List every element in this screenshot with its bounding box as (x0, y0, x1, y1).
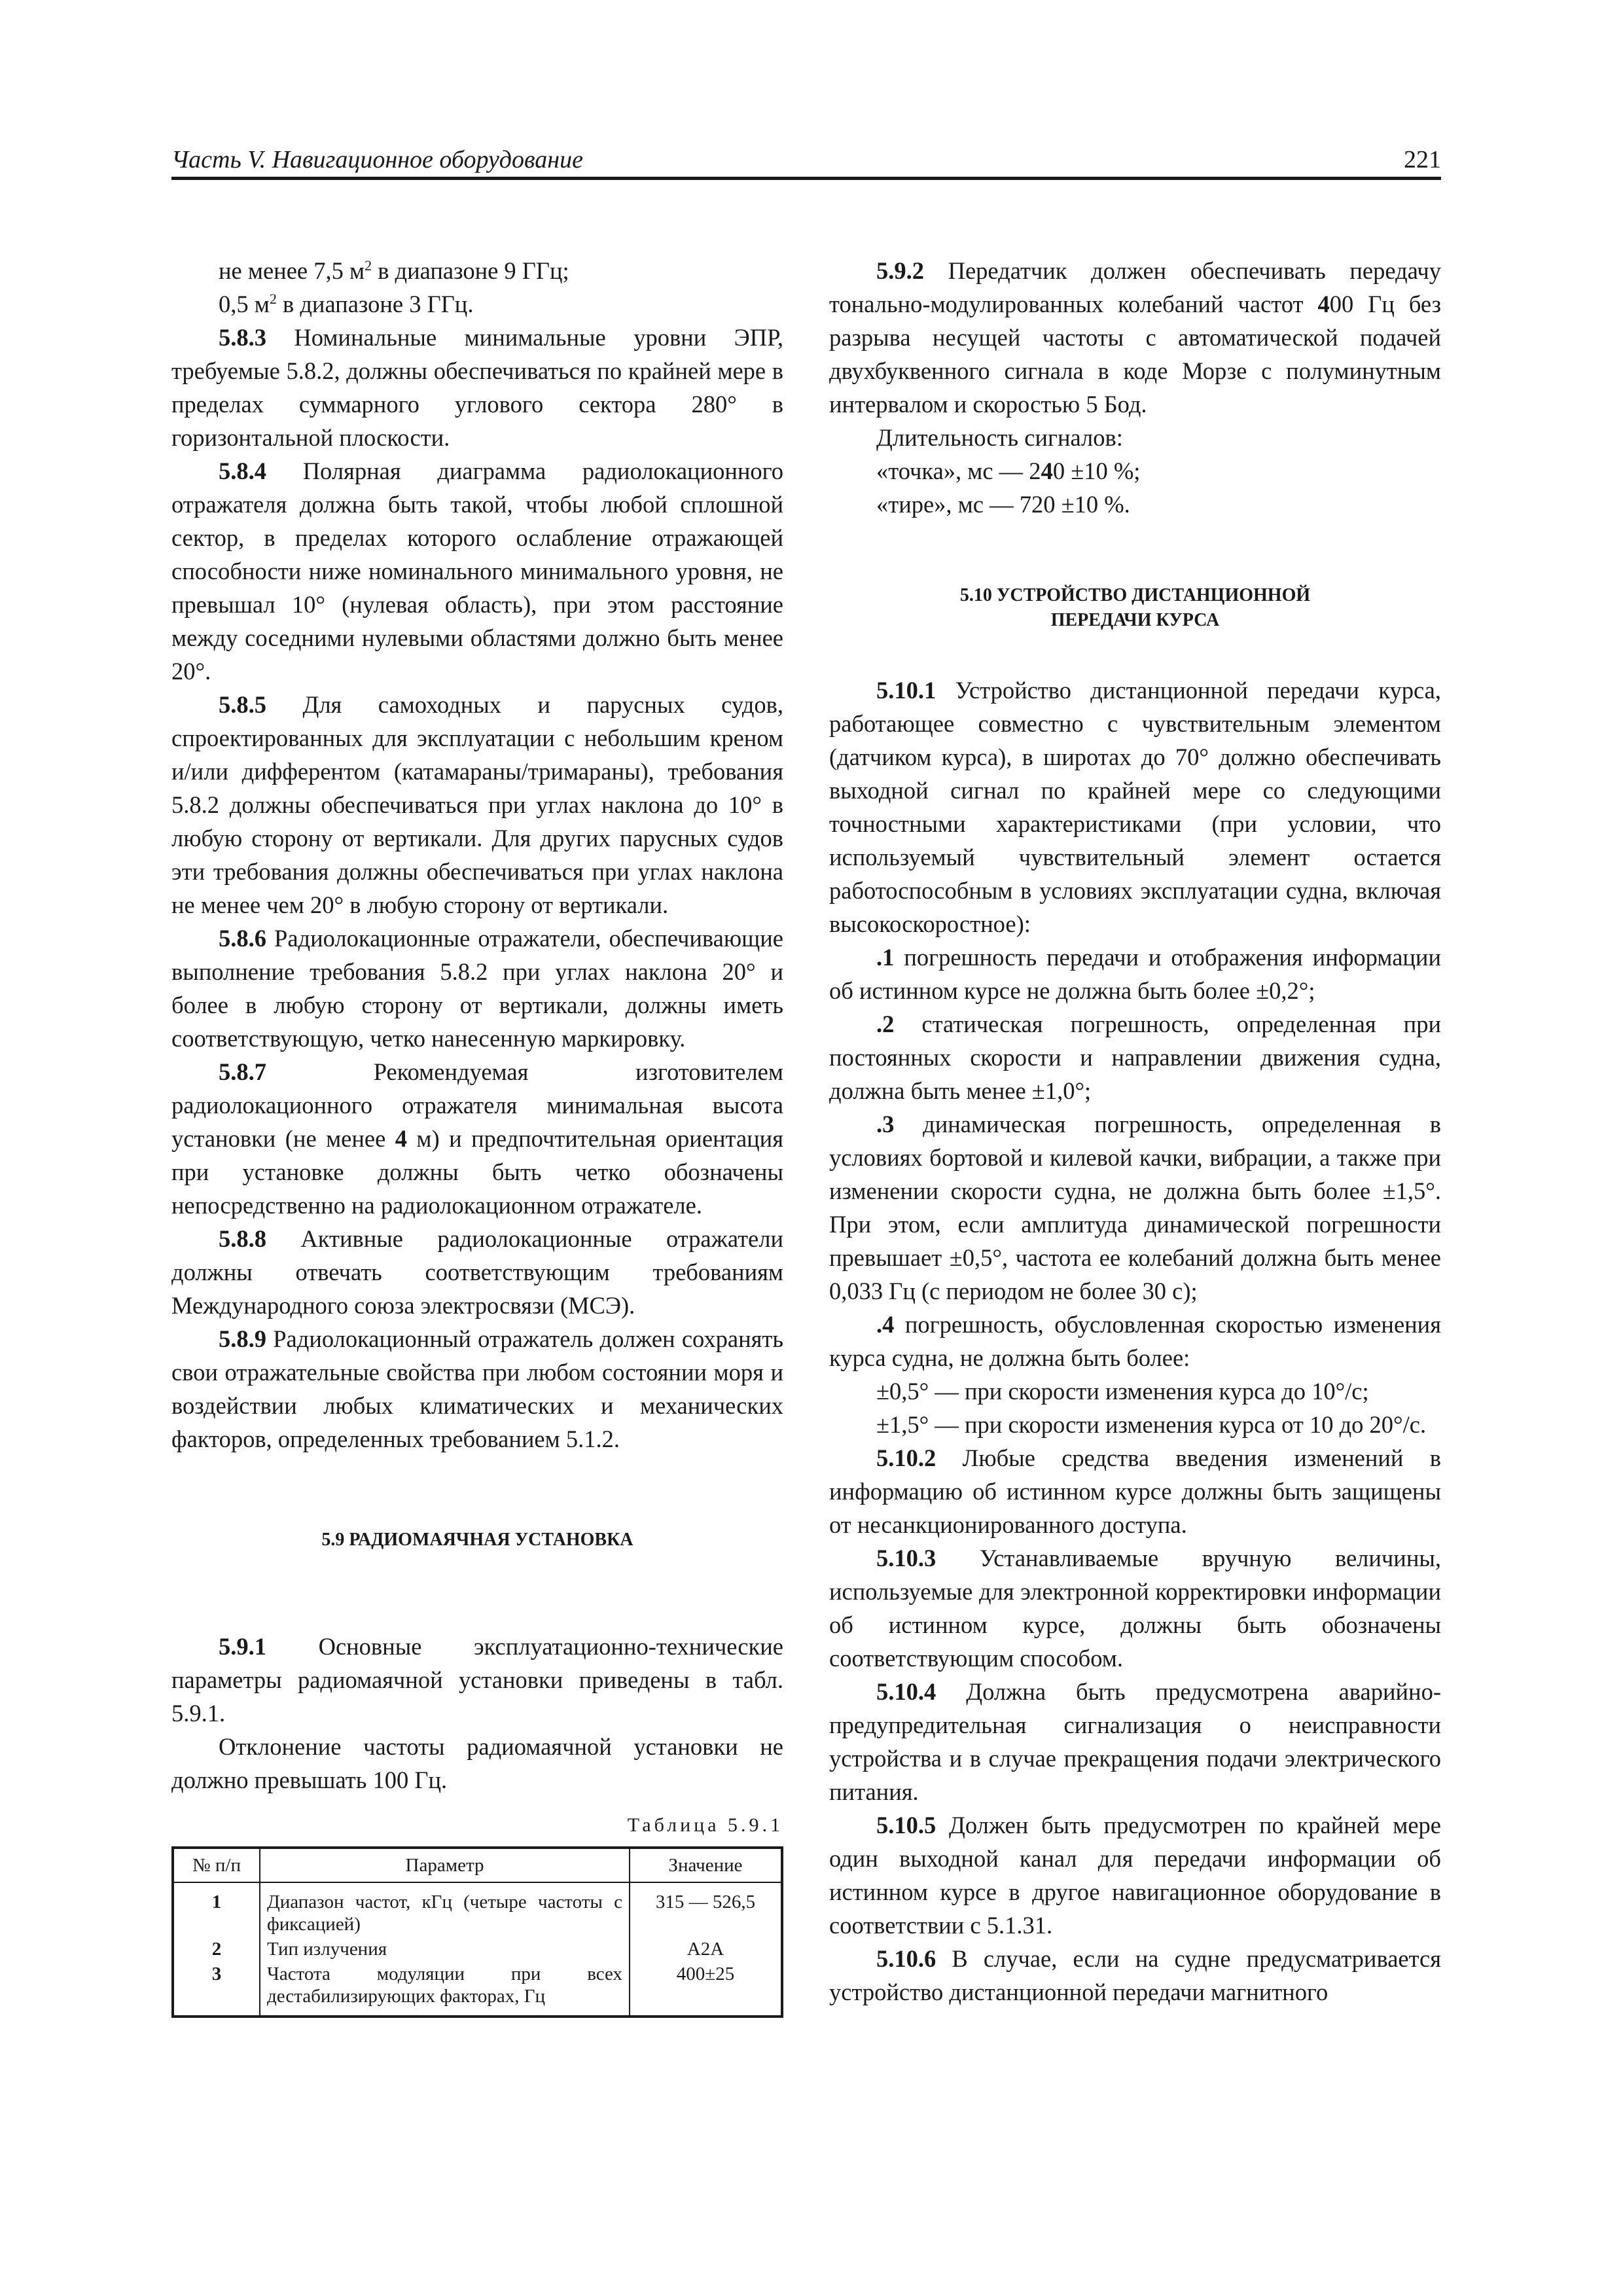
paragraph-5-8-8: 5.8.8 Активные радиолокационные отражатели должны отвечать соответствующим требованиям Международного союза электросвязи (МСЭ). (171, 1225, 783, 1319)
table-header-row (173, 1848, 782, 1882)
table-cell-param: Тип излучения (260, 1937, 630, 1962)
header-title: Часть V. Навигационное оборудование (171, 146, 583, 173)
paragraph-5-10-1: 5.10.1 Устройство дистанционной передачи курса, работающее совместно с чувствительным элементом (датчиком курса), в широтах до 70° должно обеспечивать выходной сигнал по крайней мере со следующими точностными характеристиками (при условии, что используемый чувствительный элемент остается работоспособным в условиях эксплуатации судна, включая высокоскоростное): (829, 677, 1441, 937)
signal-duration-dot: «точка», мс — 240 ±10 %; (876, 457, 1141, 484)
table-cell-param: Частота модуляции при всех дестабилизирующих факторах, Гц (260, 1962, 630, 2017)
list-item-1: .1 погрешность передачи и отображения информации об истинном курсе не должна быть более ±0,2°; (829, 944, 1441, 1004)
table-row (173, 1962, 782, 2017)
paragraph-5-8-2-cont-a: не менее 7,5 $м^2$ в диапазоне 9 ГГц; (219, 257, 569, 284)
paragraph-5-10-2: 5.10.2 Любые средства введения изменений в информацию об истинном курсе должны быть защищены от несанкционированного доступа. (829, 1444, 1441, 1538)
table-cell-num: 1 (173, 1882, 260, 1937)
paragraph-5-8-3: 5.8.3 Номинальные минимальные уровни ЭПР, требуемые 5.8.2, должны обеспечиваться по крайней мере в пределах суммарного углового сектора 280° в горизонтальной плоскости. (171, 324, 783, 451)
paragraph-5-8-6: 5.8.6 Радиолокационные отражатели, обеспечивающие выполнение требования 5.8.2 при углах наклона 20° и более в любую сторону от вертикали, должны иметь соответствующую, четко нанесенную маркировку. (171, 925, 783, 1052)
list-item-4: .4 погрешность, обусловленная скоростью изменения курса судна, не должна быть более: (829, 1311, 1441, 1371)
list-item-4-b: ±1,5° — при скорости изменения курса от 10 до 20°/с. (876, 1411, 1427, 1438)
section-heading-5-10-line2: ПЕРЕДАЧИ КУРСА (1050, 610, 1220, 630)
table-row (173, 1937, 782, 1962)
paragraph-5-9-1: 5.9.1 Основные эксплуатационно-технические параметры радиомаячной установки приведены в табл. 5.9.1. (171, 1633, 783, 1727)
table-header-num: № п/п (173, 1848, 260, 1882)
paragraph-5-8-5: 5.8.5 Для самоходных и парусных судов, спроектированных для эксплуатации с небольшим креном и/или дифферентом (катамараны/тримараны), требования 5.8.2 должны обеспечиваться при углах наклона до 10° в любую сторону от вертикали. Для других парусных судов эти требования должны обеспечиваться при углах наклона не менее чем 20° в любую сторону от вертикали. (171, 691, 783, 918)
paragraph-5-10-5: 5.10.5 Должен быть предусмотрен по крайней мере один выходной канал для передачи информации об истинном курсе в другое навигационное оборудование в соответствии с 5.1.31. (829, 1812, 1441, 1939)
running-header (171, 143, 1441, 180)
paragraph-5-8-4: 5.8.4 Полярная диаграмма радиолокационного отражателя должна быть такой, чтобы любой сплошной сектор, в пределах которого ослабление отражающей способности ниже номинального минимального уровня, не превышал 10° (нулевая область), при этом расстояние между соседними нулевыми областями должно быть менее 20°. (171, 457, 783, 685)
table-cell-param: Диапазон частот, кГц (четыре частоты с фиксацией) (260, 1882, 630, 1937)
table-cell-value: 400±25 (630, 1962, 782, 2017)
table-cell-num: 2 (173, 1937, 260, 1962)
table-cell-value: 315 — 526,5 (630, 1882, 782, 1937)
left-column (171, 254, 783, 2018)
table-5-9-1 (171, 1846, 783, 2018)
paragraph-5-9-1-b: Отклонение частоты радиомаячной установки не должно превышать 100 Гц. (171, 1733, 783, 1793)
section-heading-5-9: 5.9 РАДИОМАЯЧНАЯ УСТАНОВКА (321, 1530, 633, 1550)
table-header-value: Значение (630, 1848, 782, 1882)
paragraph-5-10-3: 5.10.3 Устанавливаемые вручную величины, используемые для электронной корректировки информации об истинном курсе, должны быть обозначены соответствующим способом. (829, 1545, 1441, 1672)
table-cell-num: 3 (173, 1962, 260, 2017)
right-column (829, 254, 1441, 2009)
paragraph-5-8-2-cont-b: 0,5 $м^2$ в диапазоне 3 ГГц. (219, 290, 474, 317)
paragraph-5-10-4: 5.10.4 Должна быть предусмотрена аварийно-предупредительная сигнализация о неисправности устройства и в случае прекращения подачи электрического питания. (829, 1678, 1441, 1805)
list-item-2: .2 статическая погрешность, определенная при постоянных скорости и направлении движения судна, должна быть менее ±1,0°; (829, 1011, 1441, 1104)
table-row (173, 1882, 782, 1937)
table-caption: Таблица 5.9.1 (627, 1814, 783, 1836)
list-item-4-a: ±0,5° — при скорости изменения курса до 10°/с; (876, 1378, 1369, 1405)
section-heading-5-10 (829, 583, 1441, 633)
page-number: 221 (1404, 146, 1441, 173)
paragraph-5-9-2: 5.9.2 Передатчик должен обеспечивать передачу тонально-модулированных колебаний частот 400 Гц без разрыва несущей частоты с автоматической подачей двухбуквенного сигнала в коде Морзе с полуминутным интервалом и скоростью 5 Бод. (829, 257, 1441, 418)
section-heading-5-10-line1: 5.10 УСТРОЙСТВО ДИСТАНЦИОННОЙ (959, 585, 1311, 605)
table-cell-value: А2А (630, 1937, 782, 1962)
signal-durations-label: Длительность сигналов: (876, 424, 1123, 451)
paragraph-5-8-7: 5.8.7 Рекомендуемая изготовителем радиолокационного отражателя минимальная высота установки (не менее 4 м) и предпочтительная ориентация при установке должны быть четко обозначены непосредственно на радиолокационном отражателе. (171, 1058, 784, 1219)
list-item-3: .3 динамическая погрешность, определенная в условиях бортовой и килевой качки, вибрации, а также при изменении скорости судна, не должна быть более ±1,5°. При этом, если амплитуда динамической погрешности превышает ±0,5°, частота ее колебаний должна быть менее 0,033 Гц (с периодом не более 30 с); (829, 1111, 1441, 1304)
table-header-param: Параметр (260, 1848, 630, 1882)
paragraph-5-10-6: 5.10.6 В случае, если на судне предусматривается устройство дистанционной передачи магнитного (829, 1945, 1441, 2005)
signal-duration-dash: «тире», мс — 720 ±10 %. (876, 491, 1130, 518)
paragraph-5-8-9: 5.8.9 Радиолокационный отражатель должен сохранять свои отражательные свойства при любом состоянии моря и воздействии любых климатических и механических факторов, определенных требованием 5.1.2. (171, 1325, 783, 1452)
